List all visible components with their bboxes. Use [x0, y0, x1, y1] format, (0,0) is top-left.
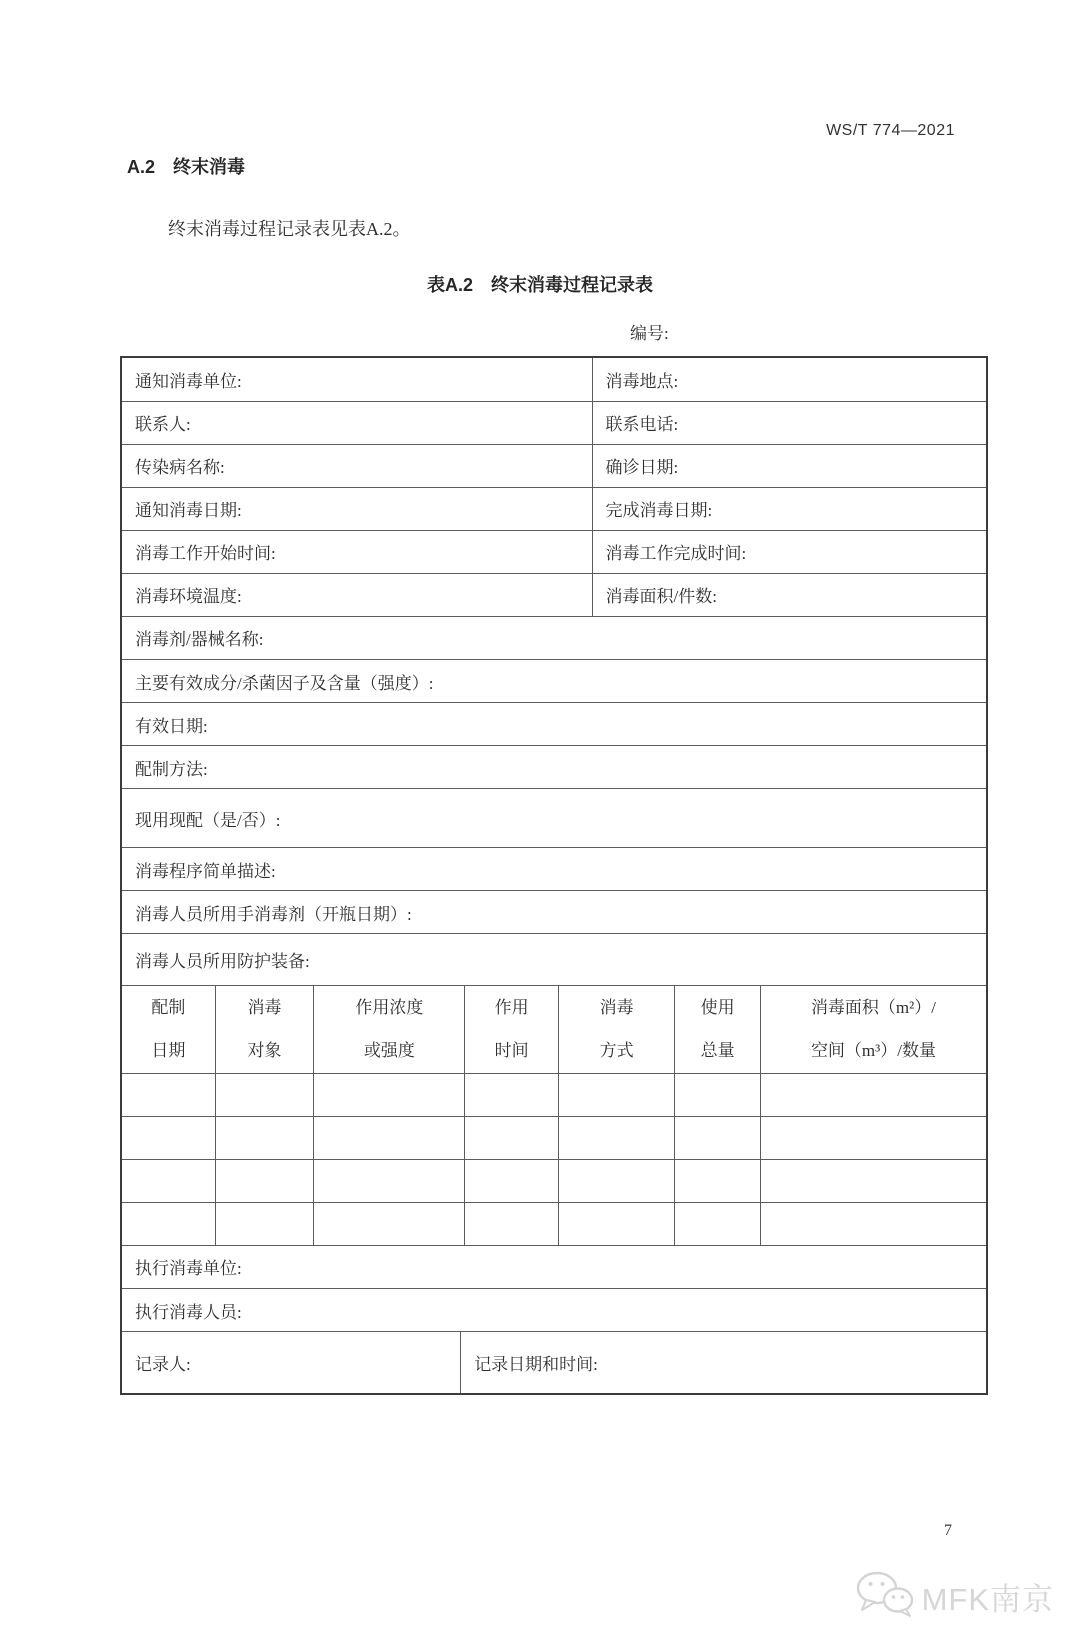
- form-full-rows: [122, 617, 986, 987]
- form-field-label: 执行消毒单位:: [122, 1246, 986, 1289]
- wechat-logo-icon: [854, 1570, 916, 1623]
- grid-empty-cell: [465, 1073, 558, 1116]
- table-row: [122, 358, 986, 401]
- intro-paragraph: 终末消毒过程记录表见表A.2。: [168, 219, 411, 239]
- grid-empty-cell: [675, 1202, 761, 1245]
- grid-empty-cell: [314, 1116, 465, 1159]
- grid-header-cell: 使用 总量: [675, 986, 761, 1073]
- form-field-label: 执行消毒人员:: [122, 1289, 986, 1332]
- grid-empty-cell: [675, 1159, 761, 1202]
- table-row: [122, 934, 986, 986]
- table-row: [122, 703, 986, 746]
- form-field-label: 有效日期:: [122, 703, 986, 746]
- table-row: [122, 401, 986, 444]
- standard-code: WS/T 774—2021: [826, 122, 955, 139]
- form-field-label: 消毒地点:: [592, 358, 986, 401]
- form-field-label: 联系电话:: [592, 401, 986, 444]
- form-field-label: 配制方法:: [122, 746, 986, 789]
- table-row: [122, 891, 986, 934]
- grid-empty-cell: [558, 1202, 675, 1245]
- grid-empty-cell: [760, 1073, 986, 1116]
- grid-empty-cell: [675, 1116, 761, 1159]
- form-field-label: 通知消毒日期:: [122, 487, 592, 530]
- table-row: [122, 660, 986, 703]
- grid-empty-cell: [122, 1159, 215, 1202]
- table-row: [122, 789, 986, 848]
- form-footer-rows: [122, 1246, 986, 1333]
- table-row: [122, 444, 986, 487]
- form-field-label: 消毒程序简单描述:: [122, 848, 986, 891]
- grid-empty-cell: [122, 1116, 215, 1159]
- watermark-text: MFK南京: [921, 1582, 1054, 1617]
- form-field-label: 记录日期和时间:: [474, 1355, 598, 1374]
- grid-empty-cell: [215, 1073, 313, 1116]
- grid-empty-cell: [465, 1202, 558, 1245]
- form-field-label: 记录人:: [122, 1332, 461, 1393]
- grid-empty-cell: [215, 1202, 313, 1245]
- grid-empty-cell: [760, 1116, 986, 1159]
- form-field-label: 消毒环境温度:: [122, 573, 592, 616]
- grid-empty-cell: [465, 1159, 558, 1202]
- form-pair-rows: [122, 358, 986, 617]
- watermark: [854, 1570, 1054, 1623]
- table-row: [122, 487, 986, 530]
- grid-empty-row: [122, 1116, 986, 1159]
- grid-empty-cell: [558, 1116, 675, 1159]
- form-field-label: 消毒工作开始时间:: [122, 530, 592, 573]
- grid-header-cell: 消毒 对象: [215, 986, 313, 1073]
- grid-empty-row: [122, 1159, 986, 1202]
- form-field-label: 消毒工作完成时间:: [592, 530, 986, 573]
- grid-header-cell: 消毒面积（m²）/ 空间（m³）/数量: [760, 986, 986, 1073]
- grid-header-cell: 消毒 方式: [558, 986, 675, 1073]
- grid-empty-cell: [215, 1116, 313, 1159]
- disinfection-grid: [122, 986, 986, 1246]
- grid-empty-row: [122, 1202, 986, 1245]
- grid-empty-cell: [675, 1073, 761, 1116]
- form-field-label: 通知消毒单位:: [122, 358, 592, 401]
- grid-empty-cell: [215, 1159, 313, 1202]
- form-field-label: 消毒面积/件数:: [592, 573, 986, 616]
- form-field-label: 传染病名称:: [122, 444, 592, 487]
- form-field-label: 联系人:: [122, 401, 592, 444]
- grid-header-row: [122, 986, 986, 1073]
- table-row: [122, 617, 986, 660]
- grid-empty-cell: [314, 1159, 465, 1202]
- grid-empty-cell: [558, 1159, 675, 1202]
- grid-empty-cell: [122, 1073, 215, 1116]
- grid-empty-cell: [558, 1073, 675, 1116]
- page-number: 7: [944, 1522, 952, 1539]
- record-form-table: [120, 356, 988, 1395]
- form-number-label: 编号:: [630, 324, 669, 343]
- grid-empty-cell: [314, 1073, 465, 1116]
- form-field-label: 现用现配（是/否）:: [122, 789, 986, 848]
- table-row: [122, 746, 986, 789]
- table-row: [122, 530, 986, 573]
- table-row: [122, 1289, 986, 1332]
- table-row: [122, 1246, 986, 1289]
- grid-header-cell: 作用浓度 或强度: [314, 986, 465, 1073]
- form-field-label: 主要有效成分/杀菌因子及含量（强度）:: [122, 660, 986, 703]
- form-field-label: 消毒剂/器械名称:: [122, 617, 986, 660]
- form-field-label: 完成消毒日期:: [592, 487, 986, 530]
- grid-empty-row: [122, 1073, 986, 1116]
- table-row: [122, 848, 986, 891]
- grid-header-cell: 作用 时间: [465, 986, 558, 1073]
- grid-empty-cell: [760, 1202, 986, 1245]
- table-title: 表A.2 终末消毒过程记录表: [426, 275, 653, 295]
- table-row: [122, 1332, 986, 1393]
- grid-header-cell: 配制 日期: [122, 986, 215, 1073]
- grid-empty-cell: [465, 1116, 558, 1159]
- form-field-label: 确诊日期:: [592, 444, 986, 487]
- table-row: [122, 573, 986, 616]
- grid-empty-cell: [122, 1202, 215, 1245]
- section-heading: A.2 终末消毒: [127, 157, 246, 177]
- form-field-label: 消毒人员所用防护装备:: [122, 934, 986, 986]
- grid-empty-cell: [760, 1159, 986, 1202]
- grid-empty-cell: [314, 1202, 465, 1245]
- form-footer-pair-row: [122, 1332, 986, 1393]
- form-field-label: 消毒人员所用手消毒剂（开瓶日期）:: [122, 891, 986, 934]
